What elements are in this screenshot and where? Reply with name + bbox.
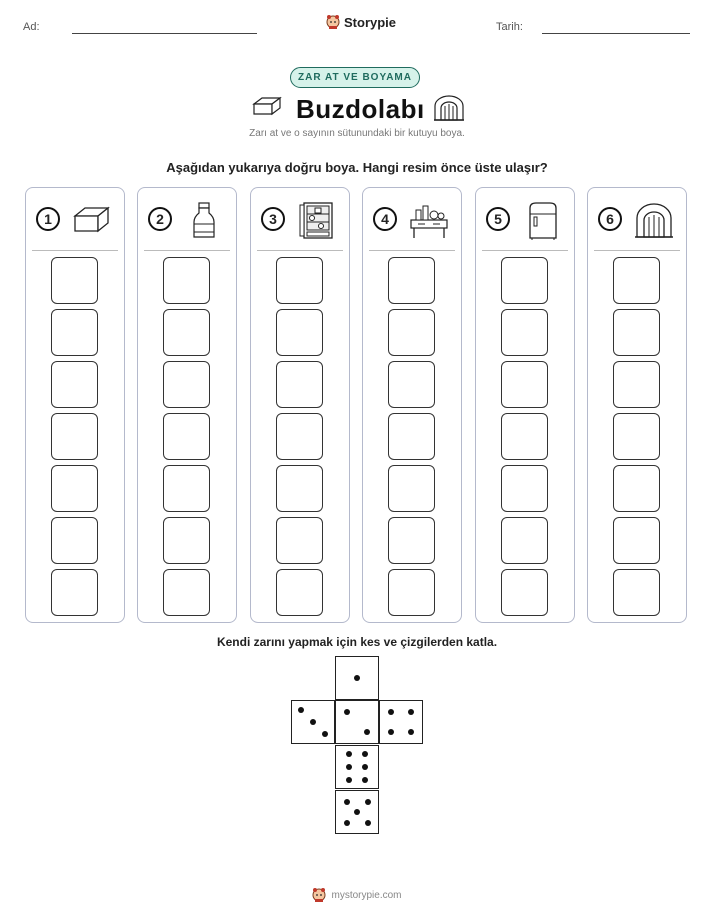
coloring-box[interactable] [276,413,323,460]
coloring-box[interactable] [501,569,548,616]
dice-pip [346,764,352,770]
column-number: 4 [373,207,397,231]
column-number: 1 [36,207,60,231]
dice-pip [354,675,360,681]
dice-pip [362,764,368,770]
dice-pip [344,709,350,715]
column-4 [362,187,462,623]
dice-face-2 [335,700,379,744]
dice-pip [365,820,371,826]
storypie-mascot-icon [312,887,326,903]
coloring-box[interactable] [388,361,435,408]
milk-bottle-icon [184,200,224,240]
column-2 [137,187,237,623]
name-line[interactable] [72,33,257,34]
subtitle: Zarı at ve o sayının sütunundaki bir kutuyu boya. [249,128,465,139]
column-number: 2 [148,207,172,231]
coloring-box[interactable] [613,257,660,304]
coloring-box[interactable] [163,257,210,304]
dice-pip [346,777,352,783]
brand-logo [326,14,396,30]
date-label: Tarih: [496,21,523,33]
butter-icon [252,95,282,117]
coloring-box[interactable] [613,309,660,356]
page-title: Buzdolabı [296,94,425,124]
column-divider [369,250,455,251]
kitchen-counter-icon [409,200,449,240]
coloring-box[interactable] [388,465,435,512]
oven-icon [634,200,674,240]
coloring-box[interactable] [613,465,660,512]
footer-site: mystorypie.com [331,889,402,901]
coloring-box[interactable] [51,361,98,408]
coloring-box[interactable] [613,517,660,564]
column-divider [257,250,343,251]
coloring-box[interactable] [163,413,210,460]
column-divider [32,250,118,251]
coloring-box[interactable] [276,569,323,616]
dice-pip [365,799,371,805]
coloring-box[interactable] [613,361,660,408]
column-divider [482,250,568,251]
brand-name: Storypie [344,14,397,30]
coloring-box[interactable] [388,309,435,356]
coloring-box[interactable] [51,517,98,564]
butter-icon [72,200,112,240]
activity-badge: ZAR AT VE BOYAMA [290,67,420,88]
storypie-mascot-icon [326,14,340,30]
dice-pip [408,729,414,735]
dice-pip [344,820,350,826]
coloring-box[interactable] [388,257,435,304]
column-number: 5 [486,207,510,231]
coloring-box[interactable] [51,309,98,356]
coloring-box[interactable] [388,517,435,564]
dice-pip [388,709,394,715]
name-label: Ad: [23,21,40,33]
column-5 [475,187,575,623]
coloring-box[interactable] [51,413,98,460]
coloring-box[interactable] [501,309,548,356]
fridge-open-icon [297,200,337,240]
coloring-box[interactable] [163,361,210,408]
column-divider [594,250,680,251]
column-number: 3 [261,207,285,231]
dice-pip [364,729,370,735]
dice-pip [346,751,352,757]
dice-face-3 [291,700,335,744]
coloring-box[interactable] [163,569,210,616]
dice-face-6 [335,745,379,789]
column-divider [144,250,230,251]
refrigerator-icon [522,200,562,240]
dice-pip [388,729,394,735]
coloring-box[interactable] [501,517,548,564]
coloring-box[interactable] [276,309,323,356]
coloring-box[interactable] [163,517,210,564]
dice-face-4 [379,700,423,744]
coloring-box[interactable] [388,569,435,616]
date-line[interactable] [542,33,690,34]
coloring-box[interactable] [501,413,548,460]
coloring-box[interactable] [163,465,210,512]
dice-pip [354,809,360,815]
coloring-box[interactable] [613,569,660,616]
dice-pip [310,719,316,725]
oven-icon [432,94,466,122]
dice-face-5 [335,790,379,834]
coloring-box[interactable] [501,465,548,512]
dice-pip [298,707,304,713]
fold-instruction: Kendi zarını yapmak için kes ve çizgilerden katla. [216,635,498,649]
coloring-box[interactable] [51,257,98,304]
coloring-box[interactable] [163,309,210,356]
column-number: 6 [598,207,622,231]
dice-face-1 [335,656,379,700]
column-1 [25,187,125,623]
coloring-box[interactable] [501,361,548,408]
coloring-box[interactable] [613,413,660,460]
coloring-box[interactable] [388,413,435,460]
column-6 [587,187,687,623]
coloring-box[interactable] [51,465,98,512]
coloring-box[interactable] [276,257,323,304]
coloring-box[interactable] [276,361,323,408]
column-3 [250,187,350,623]
instruction: Aşağıdan yukarıya doğru boya. Hangi resim önce üste ulaşır? [166,160,548,175]
dice-pip [362,777,368,783]
coloring-box[interactable] [501,257,548,304]
dice-pip [408,709,414,715]
dice-pip [362,751,368,757]
dice-pip [344,799,350,805]
coloring-box[interactable] [276,517,323,564]
dice-pip [322,731,328,737]
coloring-box[interactable] [51,569,98,616]
footer [0,887,714,903]
coloring-box[interactable] [276,465,323,512]
